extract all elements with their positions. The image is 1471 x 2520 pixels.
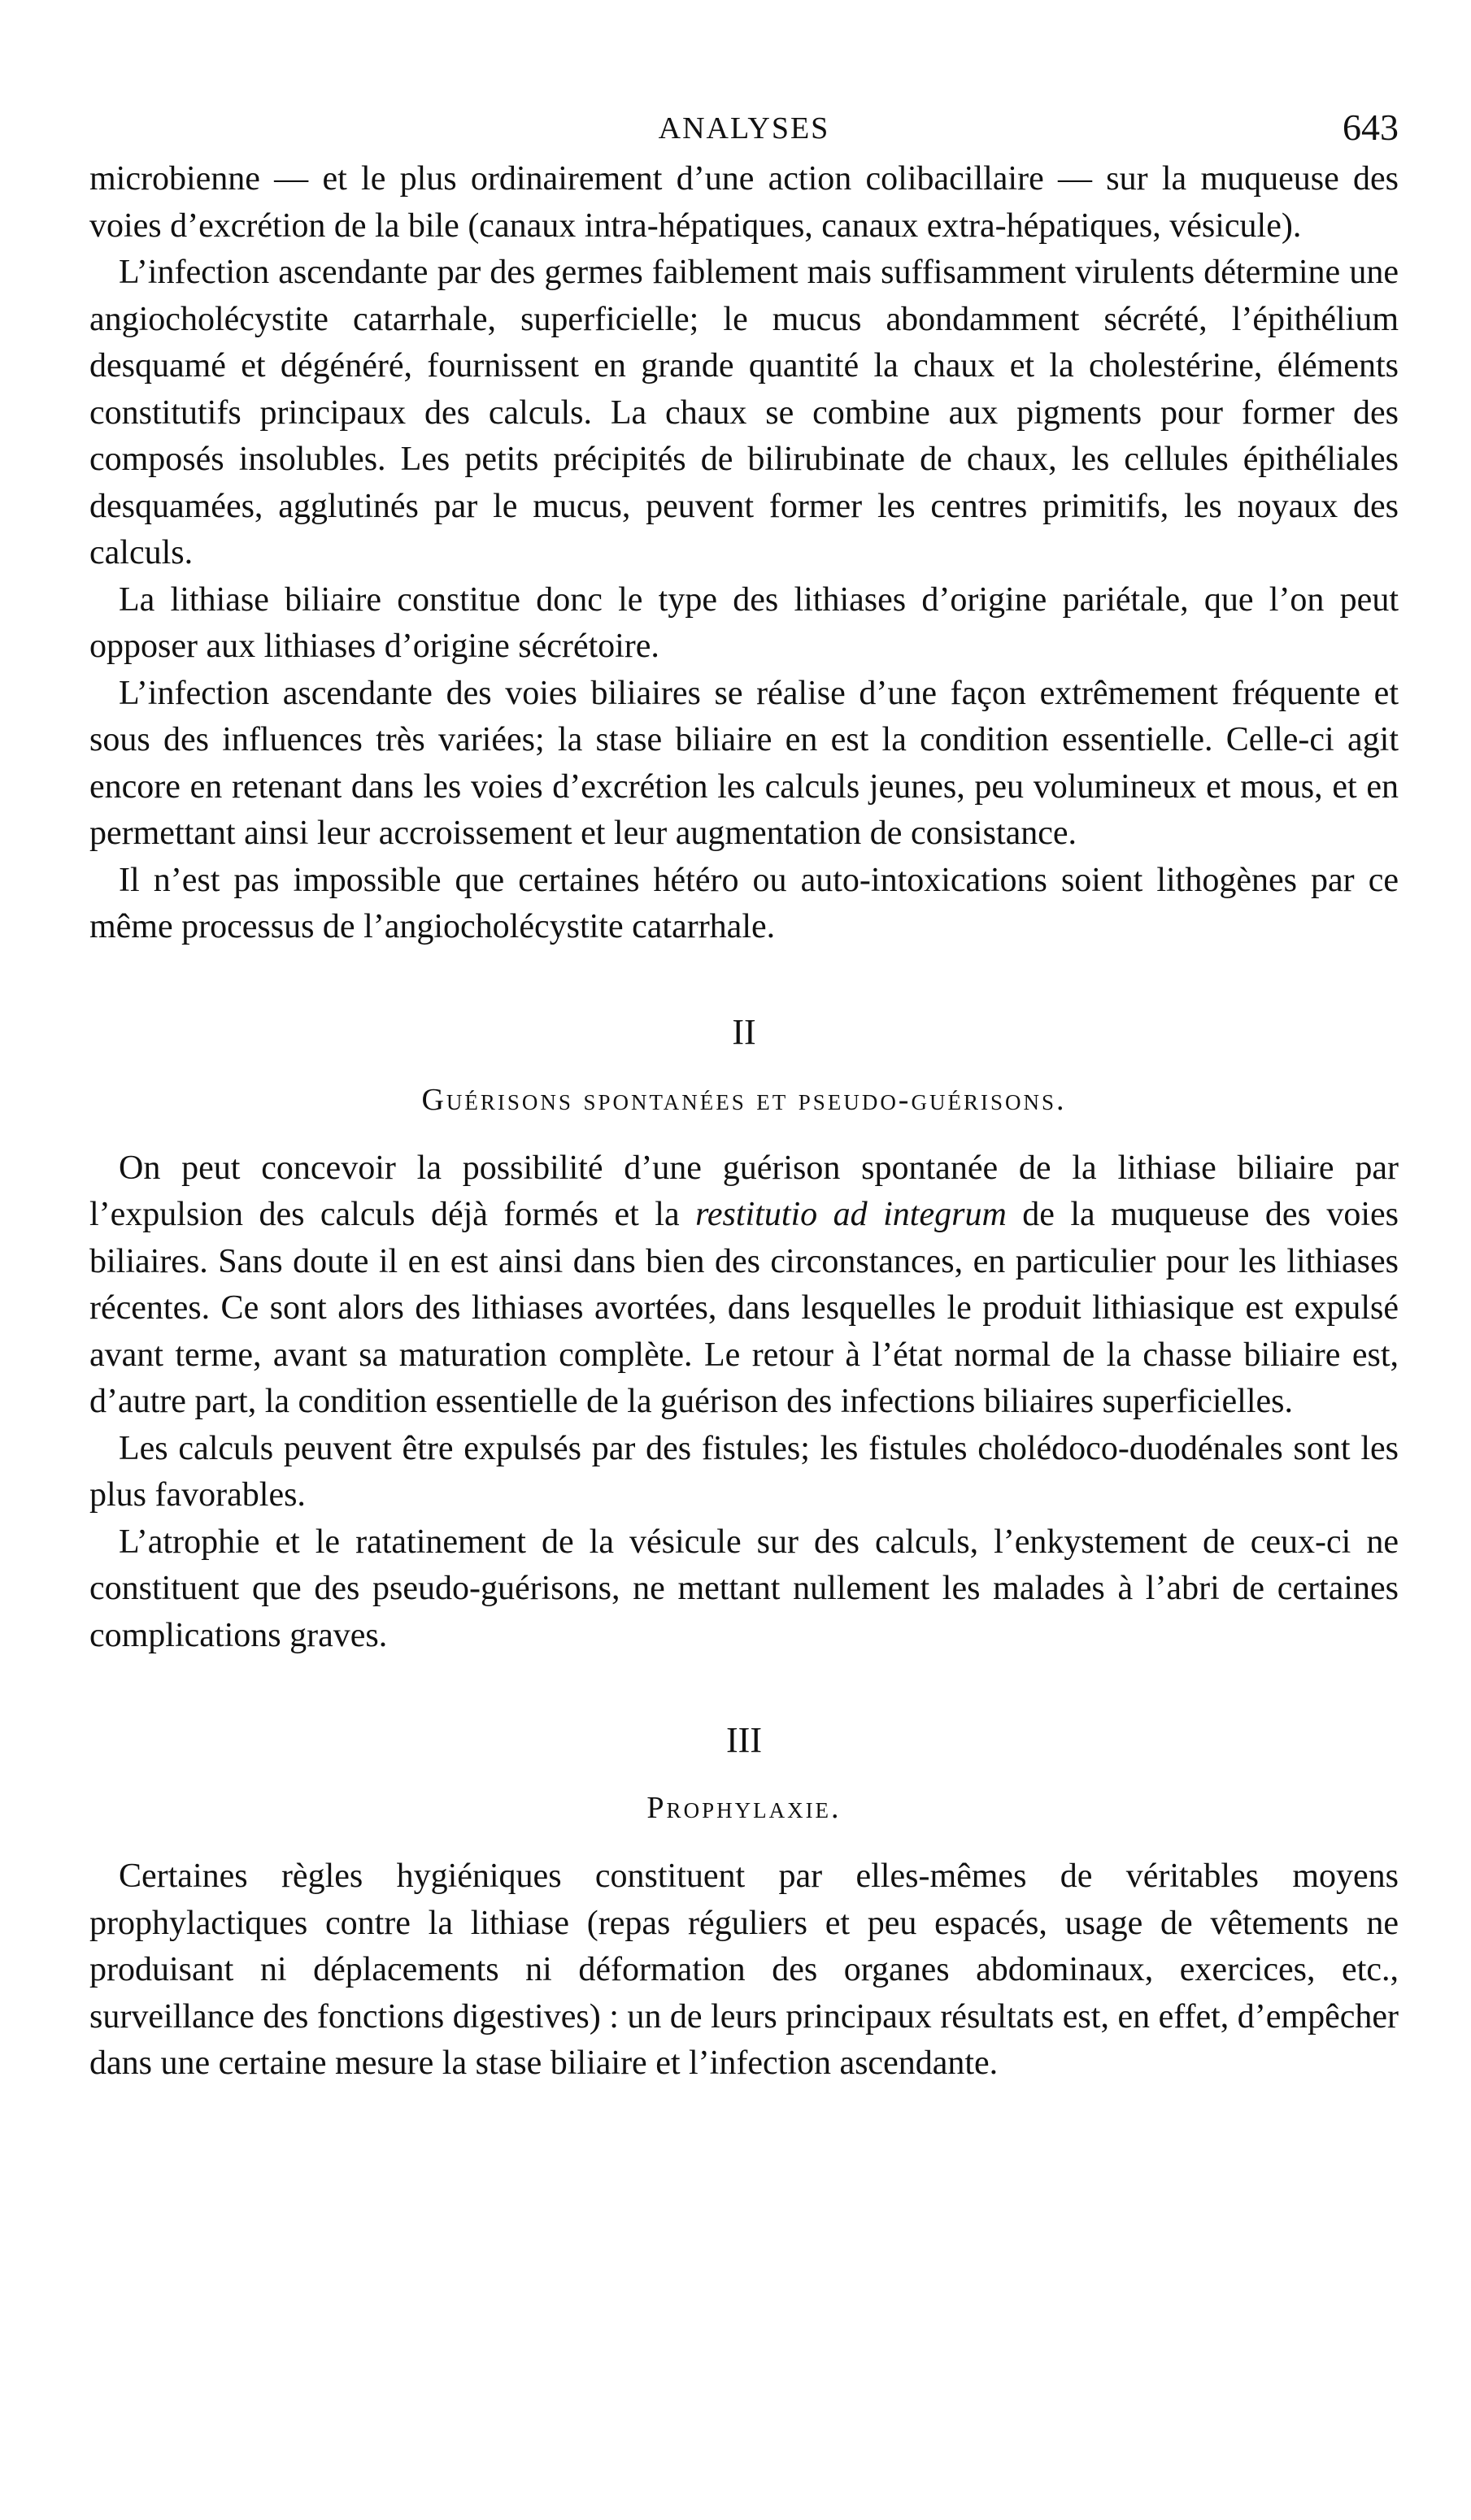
paragraph-text: On peut concevoir la possibilité d’une guérison spontanée de la lithiase biliaire par l’expulsion des calculs déjà formés et la	[89, 1149, 1399, 1233]
section-1	[89, 156, 1399, 951]
section-2	[89, 1145, 1399, 1660]
paragraph: La lithiase biliaire constitue donc le type des lithiases d’origine pariétale, que l’on peut opposer aux lithiases d’origine sécrétoire.	[89, 580, 1399, 665]
paragraph	[89, 1145, 1399, 1426]
paragraph-text: de la muqueuse des voies biliaires. Sans doute il en est ainsi dans bien des circonstances, en particulier pour les lithiases récentes. Ce sont alors des lithiases avortées, dans lesquelles le produit lithiasique est expulsé avant terme, avant sa maturation complète. Le retour à l’état normal de la chasse biliaire est, d’autre part, la condition essentielle de la guérison des infections biliaires superficielles.	[89, 1196, 1399, 1420]
page-number: 643	[1343, 106, 1399, 148]
paragraph: L’infection ascendante par des germes faiblement mais suffisamment virulents détermine une angiocholécystite catarrhale, superficielle; le mucus abondamment sécrété, l’épithélium desquamé et dégénéré, fournissent en grande quantité la chaux et la cholestérine, éléments constitutifs principaux des calculs. La chaux se combine aux pigments pour former des composés insolubles. Les petits précipités de bilirubinate de chaux, les cellules épithéliales desquamées, agglutinés par le mucus, peuvent former les centres primitifs, les noyaux des calculs.	[89, 254, 1399, 571]
paragraph: L’infection ascendante des voies biliaires se réalise d’une façon extrêmement fréquente et sous des influences très variées; la stase biliaire en est la condition essentielle. Celle-ci agit encore en retenant dans les voies d’excrétion les calculs jeunes, peu volumineux et mous, et en permettant ainsi leur accroissement et leur augmentation de consistance.	[89, 674, 1399, 852]
running-title: ANALYSES	[658, 111, 830, 146]
paragraph: Les calculs peuvent être expulsés par des fistules; les fistules cholédoco-duodénales sont les plus favorables.	[89, 1429, 1399, 1514]
section-number: III	[726, 1720, 762, 1760]
paragraph: L’atrophie et le ratatinement de la vésicule sur des calculs, l’enkystement de ceux-ci ne constituent que des pseudo-guérisons, ne mettant nullement les malades à l’abri de certaines complications graves.	[89, 1523, 1399, 1654]
paragraph: Il n’est pas impossible que certaines hétéro ou auto-intoxications soient lithogènes par ce même processus de l’angiocholécystite catarrhale.	[89, 861, 1399, 945]
latin-phrase: restitutio ad integrum	[695, 1196, 1007, 1233]
section-3	[89, 1853, 1399, 2088]
section-title: Guérisons spontanées et pseudo-guérisons.	[421, 1082, 1067, 1117]
section-title: Prophylaxie.	[646, 1791, 842, 1825]
section-number: II	[732, 1011, 756, 1052]
document-page	[89, 106, 1399, 2088]
paragraph: Certaines règles hygiéniques constituent par elles-mêmes de véritables moyens prophylactiques contre la lithiase (repas réguliers et peu espacés, usage de vêtements ne produisant ni déplacements ni déformation des organes abdominaux, exercices, etc., surveillance des fonctions digestives) : un de leurs principaux résultats est, en effet, d’empêcher dans une certaine mesure la stase biliaire et l’infection ascendante.	[89, 1857, 1399, 2082]
paragraph: microbienne — et le plus ordinairement d’une action colibacillaire — sur la muqueuse des voies d’excrétion de la bile (canaux intra-hépatiques, canaux extra-hépatiques, vésicule).	[89, 160, 1399, 245]
page-header	[89, 106, 1399, 154]
